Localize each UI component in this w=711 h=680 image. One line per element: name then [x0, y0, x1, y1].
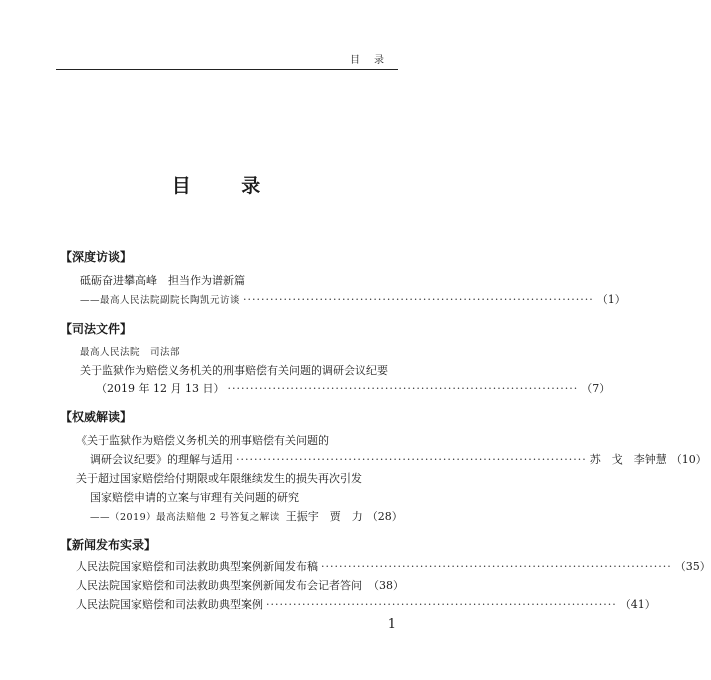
toc-entry-page: （28）: [366, 510, 403, 523]
header-rule: [56, 69, 398, 70]
toc-entry-title: 人民法院国家赔偿和司法救助典型案例: [76, 598, 263, 611]
toc-entry-issuer: 最高人民法院 司法部: [80, 347, 181, 358]
toc-entry-leader-row[interactable]: [90, 510, 403, 525]
toc-entry-author: 王振宇 贾 力: [285, 510, 363, 523]
toc-entry-title[interactable]: 国家赔偿申请的立案与审理有关问题的研究: [90, 491, 299, 504]
section-heading: 【深度访谈】: [60, 250, 133, 264]
toc-entry-page: （41）: [619, 598, 656, 611]
toc-entry-title: 调研会议纪要》的理解与适用: [90, 453, 233, 466]
toc-entry-page: （35）: [674, 560, 711, 573]
page-number: 1: [387, 617, 396, 632]
toc-entry-title[interactable]: 关于超过国家赔偿给付期限或年限继续发生的损失再次引发: [76, 472, 362, 485]
section-heading: 【司法文件】: [60, 322, 133, 336]
running-head: 目录: [350, 55, 398, 66]
dot-leader: ··············································································: [227, 382, 579, 395]
toc-entry-title[interactable]: 砥砺奋进攀高峰 担当作为谱新篇: [80, 274, 245, 287]
toc-entry-byline: ——（2019）最高法赔他 2 号答复之解读: [90, 512, 280, 523]
toc-entry-byline: ——最高人民法院副院长陶凯元访谈: [80, 295, 241, 306]
dot-leader: ··············································································: [321, 560, 672, 573]
toc-entry-leader-row[interactable]: [76, 560, 711, 574]
toc-entry-page: （1）: [596, 293, 626, 306]
toc-entry-page: （38）: [368, 579, 404, 592]
toc-entry-title: 人民法院国家赔偿和司法救助典型案例新闻发布稿: [76, 560, 318, 573]
section-heading: 【新闻发布实录】: [60, 538, 157, 552]
section-heading: 【权威解读】: [60, 410, 133, 424]
page-title: 目 录: [171, 175, 283, 197]
toc-entry-date: （2019 年 12 月 13 日）: [96, 382, 225, 395]
toc-entry-leader-row[interactable]: [76, 579, 404, 593]
toc-entry-page: （10）: [670, 453, 707, 466]
toc-entry-leader-row[interactable]: [90, 453, 707, 467]
toc-entry-title[interactable]: 《关于监狱作为赔偿义务机关的刑事赔偿有关问题的: [76, 434, 329, 447]
toc-entry-leader-row[interactable]: [80, 293, 626, 308]
toc-entry-leader-row[interactable]: [96, 382, 611, 396]
toc-entry-title[interactable]: 关于监狱作为赔偿义务机关的刑事赔偿有关问题的调研会议纪要: [80, 364, 388, 377]
toc-entry-author: 苏 戈 李钟慧: [589, 453, 667, 466]
dot-leader: ··············································································: [266, 598, 617, 611]
dot-leader: ··············································································: [236, 453, 587, 466]
toc-entry-title: 人民法院国家赔偿和司法救助典型案例新闻发布会记者答问: [76, 579, 362, 592]
dot-leader: ··············································································: [243, 293, 594, 306]
toc-entry-leader-row[interactable]: [76, 598, 656, 612]
toc-entry-page: （7）: [581, 382, 611, 395]
